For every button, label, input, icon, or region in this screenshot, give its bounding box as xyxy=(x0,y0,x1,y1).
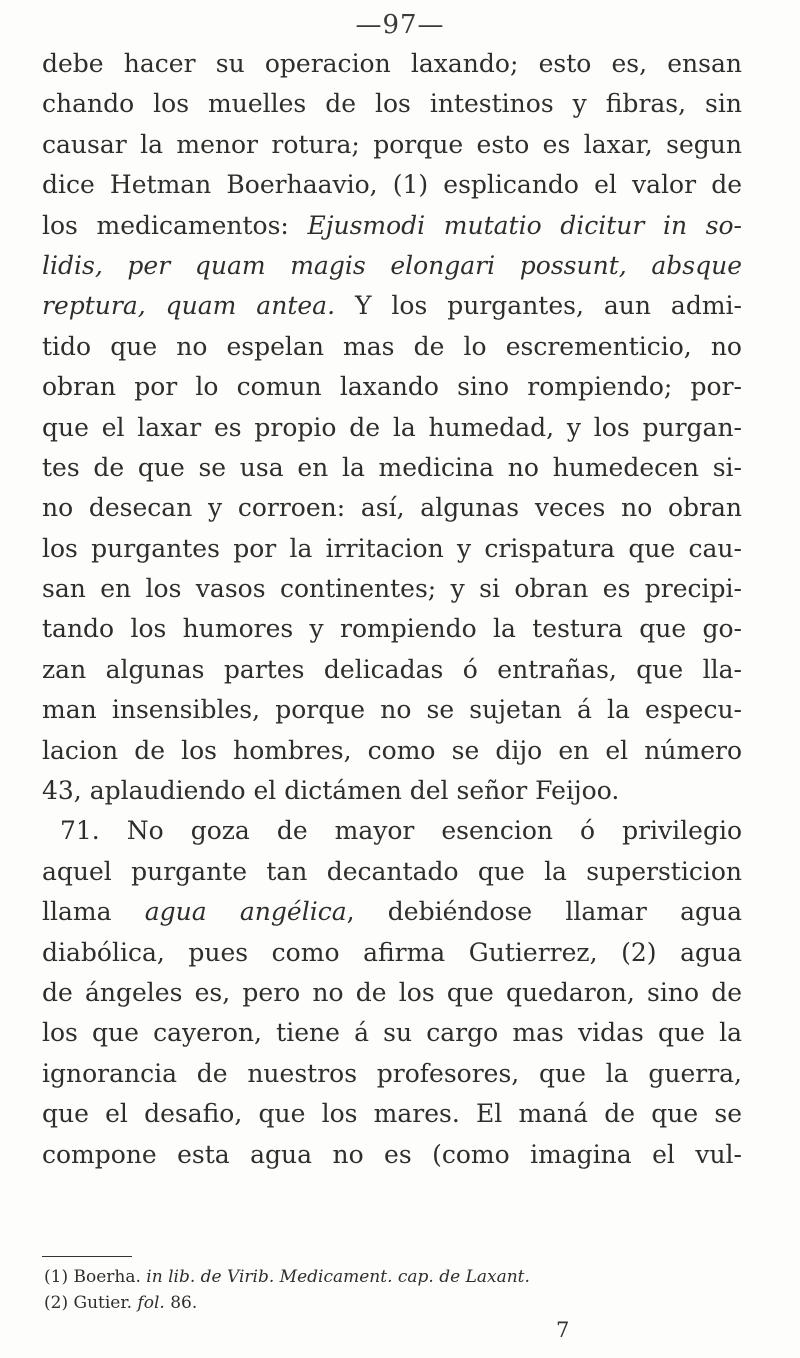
text-line: lacion de los hombres, como se dijo en el número xyxy=(42,735,742,765)
footnote-citation: fol. xyxy=(137,1293,165,1313)
latin-quote: lidis, per quam magis elongari possunt, absque xyxy=(42,250,742,280)
text-line: obran por lo comun laxando sino rompiendo; por- xyxy=(42,372,742,402)
text-run: , debiéndose llamar agua xyxy=(346,897,742,927)
text-line: causar la menor rotura; porque esto es laxar, segun xyxy=(42,129,742,159)
text-line: tando los humores y rompiendo la testura que go- xyxy=(42,614,742,644)
footnote-ref: (2) Gutier. xyxy=(44,1293,138,1313)
text-line xyxy=(42,206,742,246)
text-line: tido que no espelan mas de lo escrementicio, no xyxy=(42,331,742,361)
text-line: los purgantes por la irritacion y crispatura que cau- xyxy=(42,533,742,563)
footnote-divider xyxy=(42,1256,132,1257)
latin-quote: Ejusmodi mutatio dicitur in so- xyxy=(307,210,742,240)
text-run: Y los purgantes, aun admi- xyxy=(335,291,742,321)
text-line: ignorancia de nuestros profesores, que la guerra, xyxy=(42,1058,742,1088)
footnote-1 xyxy=(42,1264,742,1290)
text-line: debe hacer su operacion laxando; esto es, ensan xyxy=(42,49,742,78)
text-line: aquel purgante tan decantado que la supersticion xyxy=(42,856,742,886)
text-line: san en los vasos continentes; y si obran es precipi- xyxy=(42,574,742,604)
text-line xyxy=(42,892,742,932)
text-line xyxy=(42,286,742,326)
footnotes xyxy=(42,1264,742,1316)
page-number: —97— xyxy=(355,10,445,40)
text-line: que el desafio, que los mares. El maná de que se xyxy=(42,1099,742,1129)
text-line: que el laxar es propio de la humedad, y los purgan- xyxy=(42,412,742,442)
footnote-ref: (1) Boerha. xyxy=(44,1267,147,1287)
text-line: compone esta agua no es (como imagina el vul- xyxy=(42,1139,742,1169)
paragraph-end-line: 43, aplaudiendo el dictámen del señor Feijoo. xyxy=(42,776,620,806)
paragraph-start-line: 71. No goza de mayor esencion ó privilegio xyxy=(60,816,742,846)
footnote-ref: 86. xyxy=(164,1293,198,1313)
text-line xyxy=(42,246,742,286)
body-text xyxy=(42,44,742,1175)
text-line: tes de que se usa en la medicina no humedecen si- xyxy=(42,452,742,482)
latin-quote: reptura, quam antea. xyxy=(42,291,336,321)
signature-mark: 7 xyxy=(556,1318,570,1342)
text-line: no desecan y corroen: así, algunas veces no obran xyxy=(42,493,742,523)
emphasis-text: agua angélica xyxy=(144,897,347,927)
text-line: los que cayeron, tiene á su cargo mas vidas que la xyxy=(42,1018,742,1048)
footnote-2 xyxy=(42,1290,742,1316)
text-line: zan algunas partes delicadas ó entrañas, que lla- xyxy=(42,654,742,684)
text-line: chando los muelles de los intestinos y fibras, sin xyxy=(42,89,742,119)
text-run: llama xyxy=(42,897,145,927)
text-line: de ángeles es, pero no de los que quedaron, sino de xyxy=(42,977,742,1007)
text-line: man insensibles, porque no se sujetan á la especu- xyxy=(42,695,742,725)
footnote-citation: in lib. de Virib. Medicament. cap. de Laxant. xyxy=(146,1267,530,1287)
text-line: dice Hetman Boerhaavio, (1) esplicando el valor de xyxy=(42,170,742,200)
text-line: diabólica, pues como afirma Gutierrez, (2) agua xyxy=(42,937,742,967)
text-run: los medicamentos: xyxy=(42,210,308,240)
